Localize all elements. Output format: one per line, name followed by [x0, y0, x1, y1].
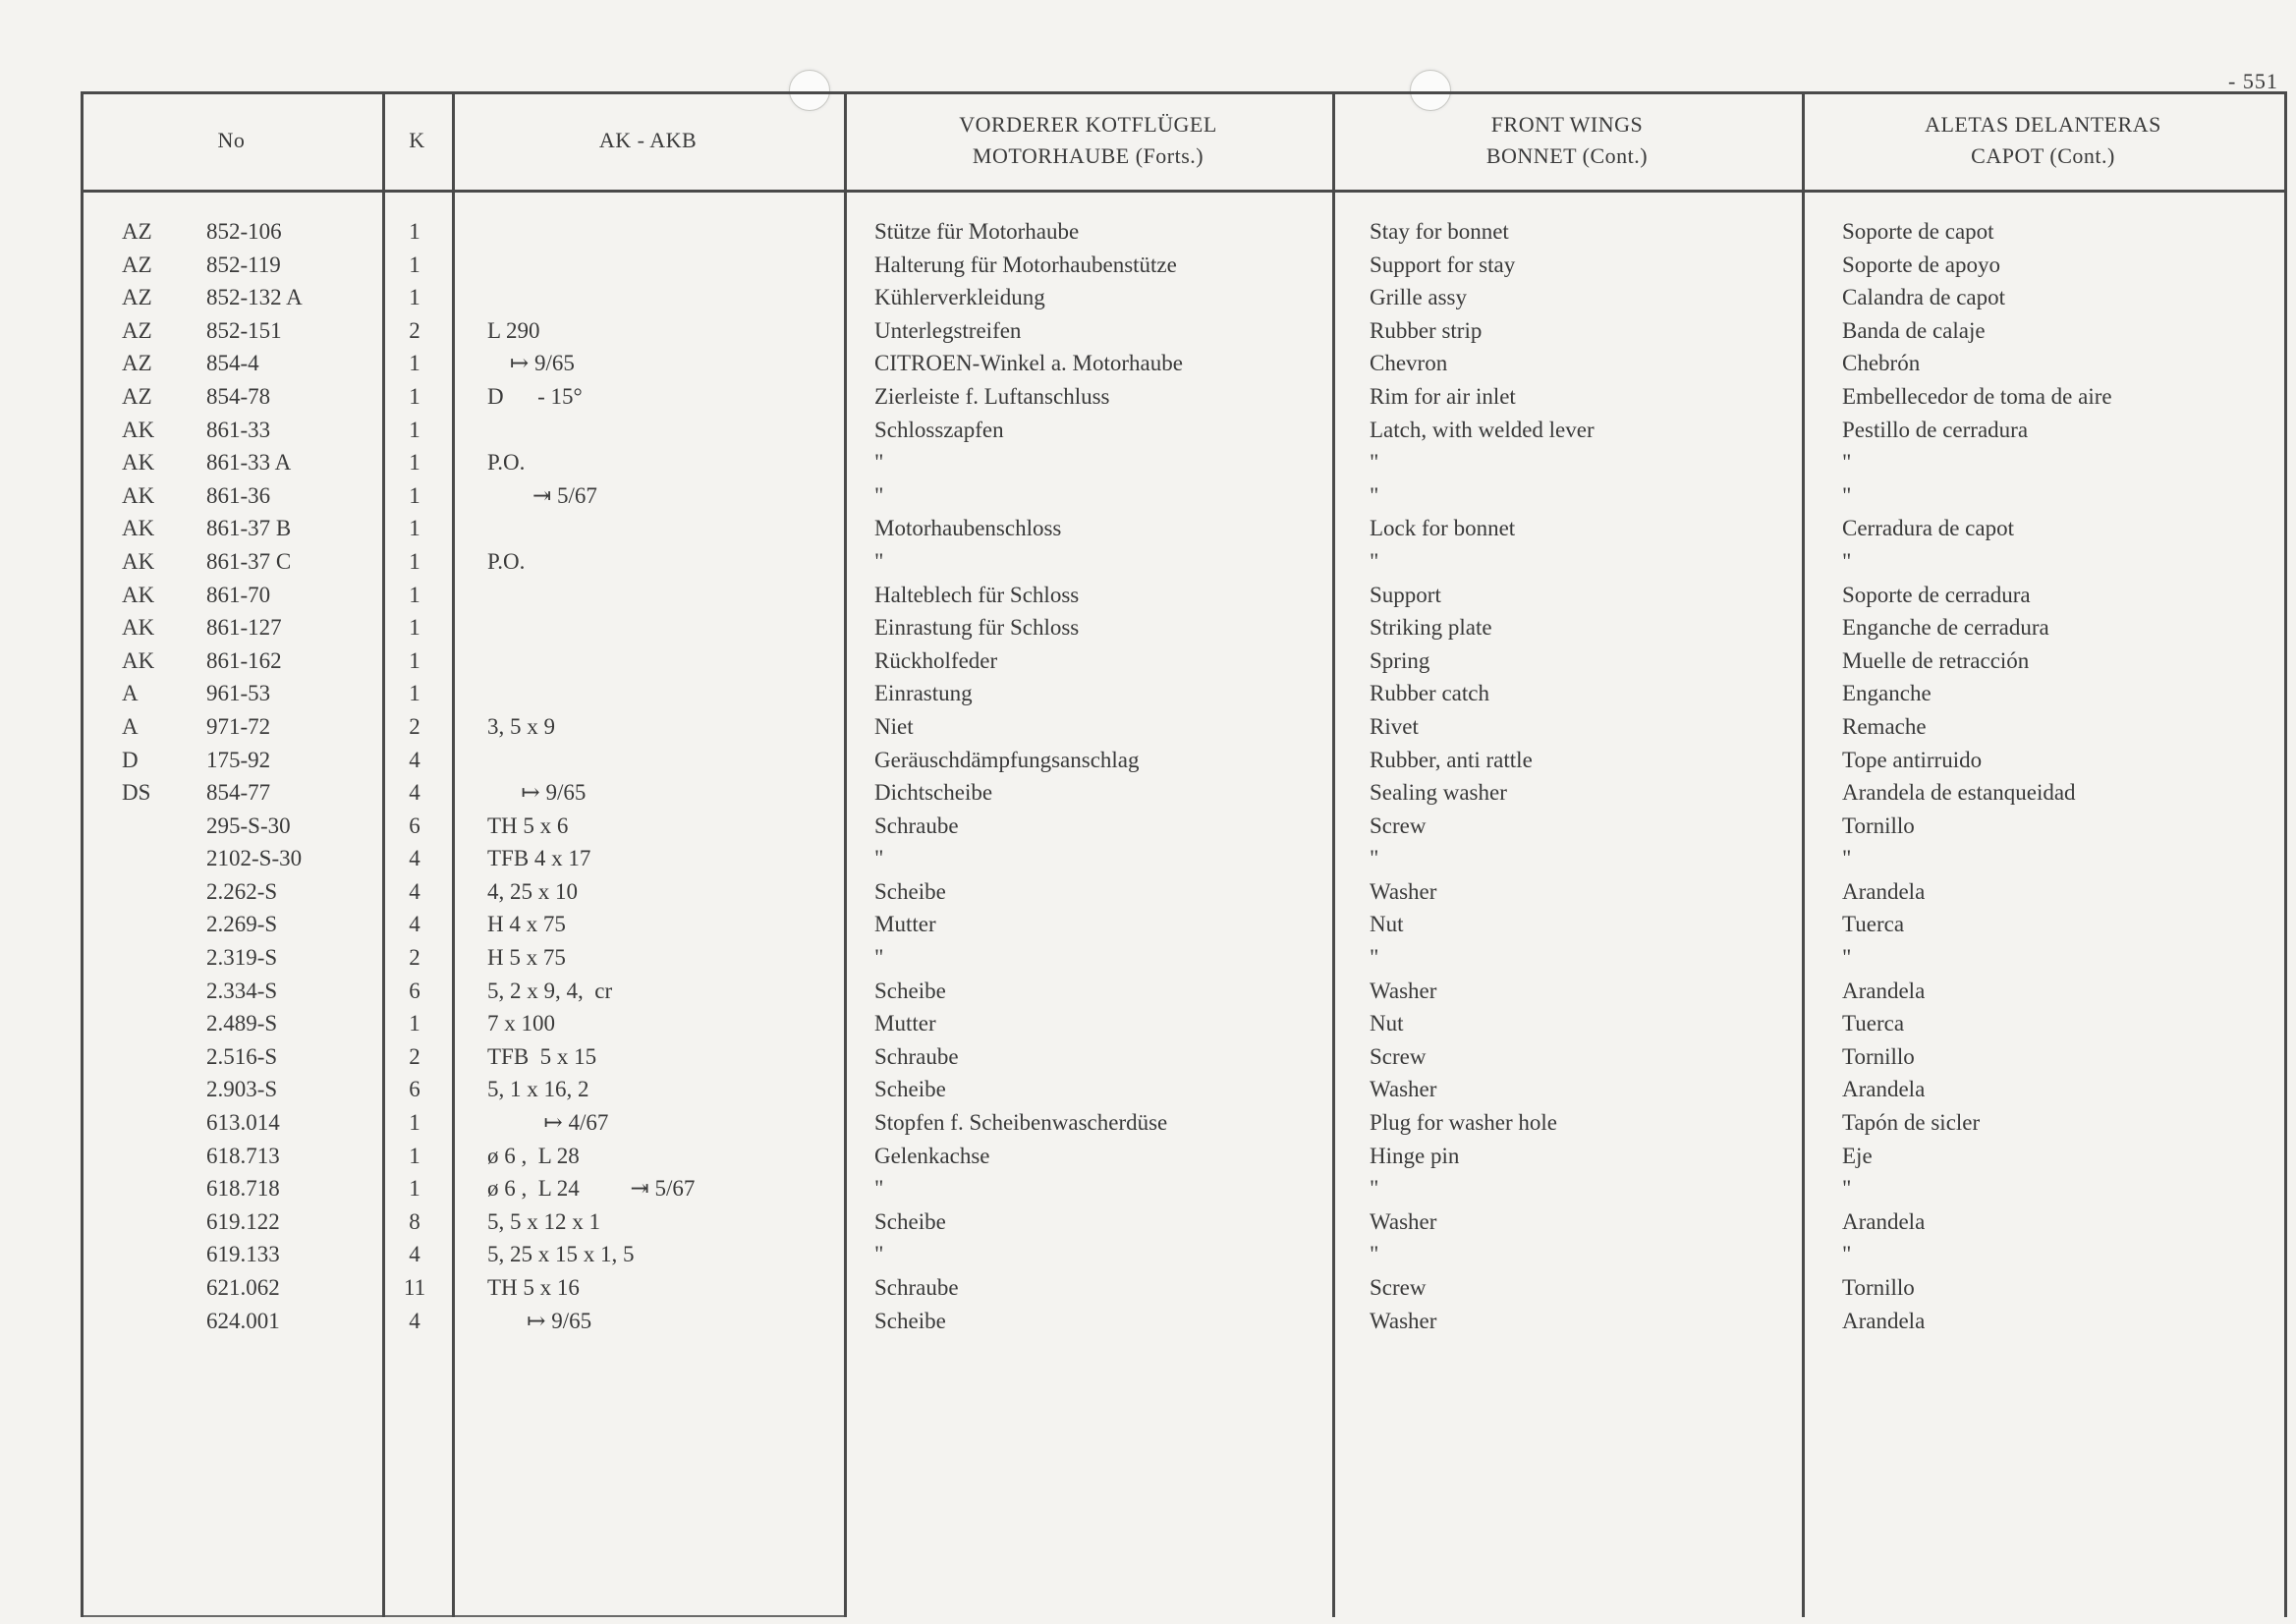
- quantity-cell: 1: [409, 482, 420, 508]
- ak-akb-cell: P.O.: [487, 548, 526, 574]
- prefix-cell: [122, 1271, 191, 1305]
- english-description-cell: Washer: [1370, 878, 1437, 904]
- spanish-description-cell: Tuerca: [1842, 912, 1905, 937]
- prefix-cell: [122, 1205, 191, 1239]
- prefix-cell: [122, 875, 191, 909]
- header-no-label: No: [217, 128, 246, 152]
- german-description-cell: Kühlerverkleidung: [874, 285, 1045, 310]
- english-description-cell: Washer: [1370, 1077, 1437, 1102]
- prefix-cell: DS: [122, 780, 151, 806]
- quantity-cell: 4: [409, 1308, 420, 1333]
- prefix-cell: [122, 941, 191, 975]
- part-number-cell: 861-37 B: [206, 516, 292, 541]
- german-description-cell: Geräuschdämpfungsanschlag: [874, 747, 1140, 772]
- ak-akb-cell: [487, 281, 880, 314]
- prefix-cell: [122, 1007, 191, 1040]
- english-description-cell: Screw: [1370, 1275, 1427, 1300]
- prefix-cell: AK: [122, 647, 155, 673]
- quantity-cell: 4: [409, 780, 420, 806]
- english-description-cell: ": [1370, 846, 1379, 871]
- german-description-cell: Scheibe: [874, 978, 946, 1003]
- ak-akb-cell: 4, 25 x 10: [487, 878, 578, 904]
- english-description-cell: Hinge pin: [1370, 1143, 1460, 1168]
- quantity-cell: 8: [409, 1208, 420, 1234]
- ak-akb-cell: [487, 215, 880, 249]
- quantity-cell: 1: [409, 681, 420, 706]
- quantity-cell: 1: [409, 582, 420, 607]
- ak-akb-cell: TH 5 x 6: [487, 812, 569, 838]
- prefix-cell: AK: [122, 548, 155, 574]
- english-description-cell: Striking plate: [1370, 615, 1492, 641]
- german-description-cell: Rückholfeder: [874, 647, 998, 673]
- german-description-cell: ": [874, 548, 884, 574]
- spanish-description-cell: Calandra de capot: [1842, 285, 2006, 310]
- prefix-cell: AZ: [122, 351, 152, 376]
- spanish-description-cell: Tuerca: [1842, 1011, 1905, 1036]
- spanish-description-cell: Chebrón: [1842, 351, 1921, 376]
- german-description-cell: ": [874, 450, 884, 476]
- german-description-cell: Schraube: [874, 1043, 959, 1069]
- part-number-cell: 2102-S-30: [206, 846, 303, 871]
- prefix-cell: [122, 908, 191, 941]
- german-description-cell: Schlosszapfen: [874, 417, 1004, 442]
- german-description-cell: Scheibe: [874, 1208, 946, 1234]
- part-number-cell: 624.001: [206, 1308, 280, 1333]
- spanish-description-cell: Soporte de capot: [1842, 219, 1994, 244]
- part-number-cell: 861-162: [206, 647, 282, 673]
- part-number-cell: 295-S-30: [206, 812, 291, 838]
- ak-akb-cell: ø 6 , L 24 ⇥ 5/67: [487, 1176, 696, 1202]
- page-number: - 551: [2228, 69, 2278, 93]
- part-number-cell: 852-151: [206, 317, 282, 343]
- ak-akb-cell: [487, 677, 880, 710]
- spanish-description-column: [1842, 215, 2274, 1337]
- spanish-description-cell: Arandela: [1842, 1208, 1926, 1234]
- prefix-cell: A: [122, 713, 139, 739]
- english-description-cell: ": [1370, 1176, 1379, 1202]
- german-description-cell: ": [874, 1242, 884, 1267]
- german-description-cell: Zierleiste f. Luftanschluss: [874, 383, 1110, 409]
- ak-akb-cell: ⇥ 5/67: [487, 482, 597, 508]
- column-divider: [2284, 91, 2287, 1617]
- english-description-cell: Rubber catch: [1370, 681, 1489, 706]
- part-number-cell: 961-53: [206, 681, 271, 706]
- quantity-cell: 4: [409, 1242, 420, 1267]
- ak-akb-cell: 7 x 100: [487, 1011, 555, 1036]
- header-spanish-line1: ALETAS DELANTERAS: [1925, 112, 2161, 137]
- german-description-cell: Motorhaubenschloss: [874, 516, 1062, 541]
- column-divider: [382, 91, 385, 1617]
- parts-table: [81, 91, 2287, 1617]
- spanish-description-cell: Arandela: [1842, 878, 1926, 904]
- part-number-cell: 2.489-S: [206, 1011, 278, 1036]
- ak-akb-cell: 3, 5 x 9: [487, 713, 555, 739]
- german-description-cell: Halteblech für Schloss: [874, 582, 1080, 607]
- quantity-cell: 11: [403, 1275, 426, 1300]
- header-no: [81, 91, 382, 190]
- part-number-cell: 854-4: [206, 351, 259, 376]
- prefix-cell: AK: [122, 582, 155, 607]
- quantity-column: [397, 215, 432, 1337]
- ak-akb-cell: [487, 744, 880, 777]
- quantity-cell: 4: [409, 912, 420, 937]
- spanish-description-cell: ": [1842, 1176, 1852, 1202]
- prefix-cell: [122, 1172, 191, 1205]
- german-description-cell: Stütze für Motorhaube: [874, 219, 1080, 244]
- english-description-cell: Support: [1370, 582, 1441, 607]
- prefix-cell: [122, 1106, 191, 1140]
- english-description-cell: Lock for bonnet: [1370, 516, 1516, 541]
- quantity-cell: 2: [409, 1043, 420, 1069]
- english-description-cell: Rubber, anti rattle: [1370, 747, 1533, 772]
- german-description-cell: ": [874, 482, 884, 508]
- spanish-description-cell: Pestillo de cerradura: [1842, 417, 2029, 442]
- header-german-line2: MOTORHAUBE (Forts.): [972, 143, 1204, 168]
- part-number-cell: 618.713: [206, 1143, 280, 1168]
- spanish-description-cell: Remache: [1842, 713, 1927, 739]
- part-number-cell: 971-72: [206, 713, 271, 739]
- spanish-description-cell: ": [1842, 548, 1852, 574]
- spanish-description-cell: ": [1842, 846, 1852, 871]
- english-description-cell: Nut: [1370, 912, 1404, 937]
- ak-akb-cell: TFB 5 x 15: [487, 1043, 597, 1069]
- german-description-cell: ": [874, 1176, 884, 1202]
- spanish-description-cell: Banda de calaje: [1842, 317, 1986, 343]
- prefix-cell: AK: [122, 450, 155, 476]
- part-number-cell: 852-119: [206, 252, 281, 277]
- spanish-description-cell: Cerradura de capot: [1842, 516, 2014, 541]
- spanish-description-cell: ": [1842, 450, 1852, 476]
- table-bottom-rule: [81, 1615, 847, 1617]
- spanish-description-cell: Tornillo: [1842, 1043, 1915, 1069]
- part-number-cell: 2.903-S: [206, 1077, 278, 1102]
- spanish-description-cell: Embellecedor de toma de aire: [1842, 383, 2112, 409]
- prefix-cell: AK: [122, 615, 155, 641]
- part-number-cell: 861-36: [206, 482, 271, 508]
- german-description-cell: Scheibe: [874, 878, 946, 904]
- prefix-cell: [122, 1040, 191, 1074]
- spanish-description-cell: Tornillo: [1842, 1275, 1915, 1300]
- german-description-cell: Mutter: [874, 912, 936, 937]
- english-description-cell: Spring: [1370, 647, 1430, 673]
- quantity-cell: 1: [409, 1110, 420, 1136]
- english-description-cell: ": [1370, 1242, 1379, 1267]
- part-number-cell: 2.269-S: [206, 912, 278, 937]
- part-number-column: [206, 215, 364, 1337]
- spanish-description-cell: ": [1842, 482, 1852, 508]
- part-number-cell: 619.133: [206, 1242, 280, 1267]
- quantity-cell: 1: [409, 383, 420, 409]
- part-number-cell: 613.014: [206, 1110, 280, 1136]
- column-divider: [81, 91, 84, 1617]
- part-number-cell: 621.062: [206, 1275, 280, 1300]
- prefix-cell: AK: [122, 516, 155, 541]
- prefix-cell: [122, 1073, 191, 1106]
- prefix-cell: [122, 842, 191, 875]
- ak-akb-cell: 5, 1 x 16, 2: [487, 1077, 589, 1102]
- german-description-cell: CITROEN-Winkel a. Motorhaube: [874, 351, 1183, 376]
- german-description-cell: Einrastung für Schloss: [874, 615, 1080, 641]
- part-number-cell: 861-37 C: [206, 548, 292, 574]
- german-description-column: [874, 215, 1336, 1337]
- quantity-cell: 1: [409, 615, 420, 641]
- spanish-description-cell: Tapón de sicler: [1842, 1110, 1981, 1136]
- prefix-cell: A: [122, 681, 139, 706]
- quantity-cell: 2: [409, 945, 420, 971]
- german-description-cell: Scheibe: [874, 1077, 946, 1102]
- ak-akb-cell: H 4 x 75: [487, 912, 566, 937]
- english-description-cell: Rivet: [1370, 713, 1419, 739]
- english-description-cell: Plug for washer hole: [1370, 1110, 1557, 1136]
- prefix-cell: AK: [122, 417, 155, 442]
- spanish-description-cell: Enganche: [1842, 681, 1932, 706]
- spanish-description-cell: Arandela: [1842, 978, 1926, 1003]
- ak-akb-cell: [487, 249, 880, 282]
- german-description-cell: Unterlegstreifen: [874, 317, 1022, 343]
- header-ak-label: AK - AKB: [598, 128, 698, 152]
- spanish-description-cell: Tornillo: [1842, 812, 1915, 838]
- part-number-cell: 2.334-S: [206, 978, 278, 1003]
- prefix-cell: [122, 975, 191, 1008]
- quantity-cell: 1: [409, 548, 420, 574]
- german-description-cell: Schraube: [874, 812, 959, 838]
- english-description-cell: Screw: [1370, 1043, 1427, 1069]
- quantity-cell: 6: [409, 812, 420, 838]
- german-description-cell: Halterung für Motorhaubenstütze: [874, 252, 1177, 277]
- part-number-cell: 618.718: [206, 1176, 280, 1202]
- english-description-cell: Washer: [1370, 978, 1437, 1003]
- prefix-cell: AZ: [122, 317, 152, 343]
- part-number-cell: 861-70: [206, 582, 271, 607]
- spanish-description-cell: Arandela: [1842, 1077, 1926, 1102]
- prefix-cell: AZ: [122, 383, 152, 409]
- quantity-cell: 1: [409, 450, 420, 476]
- german-description-cell: Schraube: [874, 1275, 959, 1300]
- quantity-cell: 2: [409, 713, 420, 739]
- spanish-description-cell: Tope antirruido: [1842, 747, 1983, 772]
- german-description-cell: Mutter: [874, 1011, 936, 1036]
- part-number-cell: 854-78: [206, 383, 271, 409]
- part-number-cell: 861-127: [206, 615, 282, 641]
- german-description-cell: ": [874, 945, 884, 971]
- quantity-cell: 1: [409, 516, 420, 541]
- spanish-description-cell: Soporte de apoyo: [1842, 252, 2000, 277]
- part-number-cell: 854-77: [206, 780, 271, 806]
- english-description-column: [1370, 215, 1802, 1337]
- prefix-cell: [122, 1305, 191, 1338]
- english-description-cell: ": [1370, 548, 1379, 574]
- german-description-cell: Einrastung: [874, 681, 973, 706]
- english-description-cell: Stay for bonnet: [1370, 219, 1509, 244]
- prefix-cell: AK: [122, 482, 155, 508]
- english-description-cell: ": [1370, 482, 1379, 508]
- german-description-cell: Scheibe: [874, 1308, 946, 1333]
- quantity-cell: 4: [409, 878, 420, 904]
- quantity-cell: 1: [409, 417, 420, 442]
- english-description-cell: ": [1370, 945, 1379, 971]
- english-description-cell: Nut: [1370, 1011, 1404, 1036]
- spanish-description-cell: Soporte de cerradura: [1842, 582, 2031, 607]
- header-english: [1332, 91, 1802, 190]
- ak-akb-cell: ↦ 9/65: [487, 1308, 592, 1333]
- ak-akb-cell: ↦ 4/67: [487, 1110, 609, 1136]
- ak-akb-cell: H 5 x 75: [487, 945, 566, 971]
- ak-akb-cell: 5, 2 x 9, 4, cr: [487, 978, 613, 1003]
- column-divider: [452, 91, 455, 1617]
- part-number-cell: 2.319-S: [206, 945, 278, 971]
- ak-akb-cell: TFB 4 x 17: [487, 846, 591, 871]
- spanish-description-cell: Arandela: [1842, 1308, 1926, 1333]
- quantity-cell: 1: [409, 1143, 420, 1168]
- german-description-cell: Niet: [874, 713, 914, 739]
- spanish-description-cell: Enganche de cerradura: [1842, 615, 2049, 641]
- ak-akb-cell: [487, 414, 880, 447]
- ak-akb-cell: TH 5 x 16: [487, 1275, 580, 1300]
- quantity-cell: 1: [409, 252, 420, 277]
- header-rule: [81, 190, 2287, 193]
- spanish-description-cell: ": [1842, 945, 1852, 971]
- header-ak: [452, 91, 844, 190]
- english-description-cell: Screw: [1370, 812, 1427, 838]
- part-number-cell: 861-33 A: [206, 450, 292, 476]
- quantity-cell: 1: [409, 1011, 420, 1036]
- english-description-cell: Washer: [1370, 1208, 1437, 1234]
- english-description-cell: Sealing washer: [1370, 780, 1507, 806]
- ak-akb-cell: P.O.: [487, 450, 526, 476]
- prefix-cell: [122, 1140, 191, 1173]
- spanish-description-cell: Eje: [1842, 1143, 1873, 1168]
- ak-akb-cell: [487, 644, 880, 678]
- header-spanish: [1802, 91, 2284, 190]
- prefix-cell: D: [122, 747, 139, 772]
- quantity-cell: 1: [409, 351, 420, 376]
- english-description-cell: Latch, with welded lever: [1370, 417, 1595, 442]
- english-description-cell: Chevron: [1370, 351, 1448, 376]
- prefix-cell: AZ: [122, 285, 152, 310]
- german-description-cell: Dichtscheibe: [874, 780, 993, 806]
- ak-akb-cell: 5, 5 x 12 x 1: [487, 1208, 600, 1234]
- part-number-cell: 2.516-S: [206, 1043, 278, 1069]
- german-description-cell: ": [874, 846, 884, 871]
- spanish-description-cell: ": [1842, 1242, 1852, 1267]
- quantity-cell: 1: [409, 1176, 420, 1202]
- part-number-cell: 619.122: [206, 1208, 280, 1234]
- ak-akb-cell: D - 15°: [487, 383, 583, 409]
- part-number-cell: 852-132 A: [206, 285, 303, 310]
- ak-akb-cell: [487, 579, 880, 612]
- column-divider: [1802, 91, 1805, 1617]
- header-k: [382, 91, 452, 190]
- german-description-cell: Gelenkachse: [874, 1143, 990, 1168]
- german-description-cell: Stopfen f. Scheibenwascherdüse: [874, 1110, 1168, 1136]
- ak-akb-cell: [487, 512, 880, 545]
- header-german-line1: VORDERER KOTFLÜGEL: [959, 112, 1217, 137]
- quantity-cell: 6: [409, 978, 420, 1003]
- ak-akb-cell: ↦ 9/65: [487, 351, 575, 376]
- quantity-cell: 1: [409, 647, 420, 673]
- english-description-cell: Washer: [1370, 1308, 1437, 1333]
- ak-akb-cell: ↦ 9/65: [487, 780, 587, 806]
- header-english-line1: FRONT WINGS: [1490, 112, 1644, 137]
- english-description-cell: Grille assy: [1370, 285, 1468, 310]
- english-description-cell: ": [1370, 450, 1379, 476]
- ak-akb-cell: ø 6 , L 28: [487, 1143, 580, 1168]
- part-number-cell: 852-106: [206, 219, 282, 244]
- part-number-cell: 2.262-S: [206, 878, 278, 904]
- quantity-cell: 6: [409, 1077, 420, 1102]
- header-german: [844, 91, 1332, 190]
- prefix-column: [122, 215, 191, 1337]
- english-description-cell: Rubber strip: [1370, 317, 1483, 343]
- quantity-cell: 4: [409, 846, 420, 871]
- header-k-label: K: [409, 128, 425, 152]
- header-spanish-line2: CAPOT (Cont.): [1971, 143, 2115, 168]
- header-english-line2: BONNET (Cont.): [1485, 143, 1649, 168]
- prefix-cell: [122, 810, 191, 843]
- prefix-cell: AZ: [122, 219, 152, 244]
- ak-akb-column: [487, 215, 880, 1337]
- ak-akb-cell: L 290: [487, 317, 540, 343]
- prefix-cell: [122, 1238, 191, 1271]
- english-description-cell: Support for stay: [1370, 252, 1516, 277]
- part-number-cell: 175-92: [206, 747, 271, 772]
- spanish-description-cell: Arandela de estanqueidad: [1842, 780, 2076, 806]
- quantity-cell: 4: [409, 747, 420, 772]
- part-number-cell: 861-33: [206, 417, 271, 442]
- spanish-description-cell: Muelle de retracción: [1842, 647, 2030, 673]
- ak-akb-cell: 5, 25 x 15 x 1, 5: [487, 1242, 635, 1267]
- prefix-cell: AZ: [122, 252, 152, 277]
- ak-akb-cell: [487, 611, 880, 644]
- quantity-cell: 2: [409, 317, 420, 343]
- quantity-cell: 1: [409, 219, 420, 244]
- english-description-cell: Rim for air inlet: [1370, 383, 1516, 409]
- quantity-cell: 1: [409, 285, 420, 310]
